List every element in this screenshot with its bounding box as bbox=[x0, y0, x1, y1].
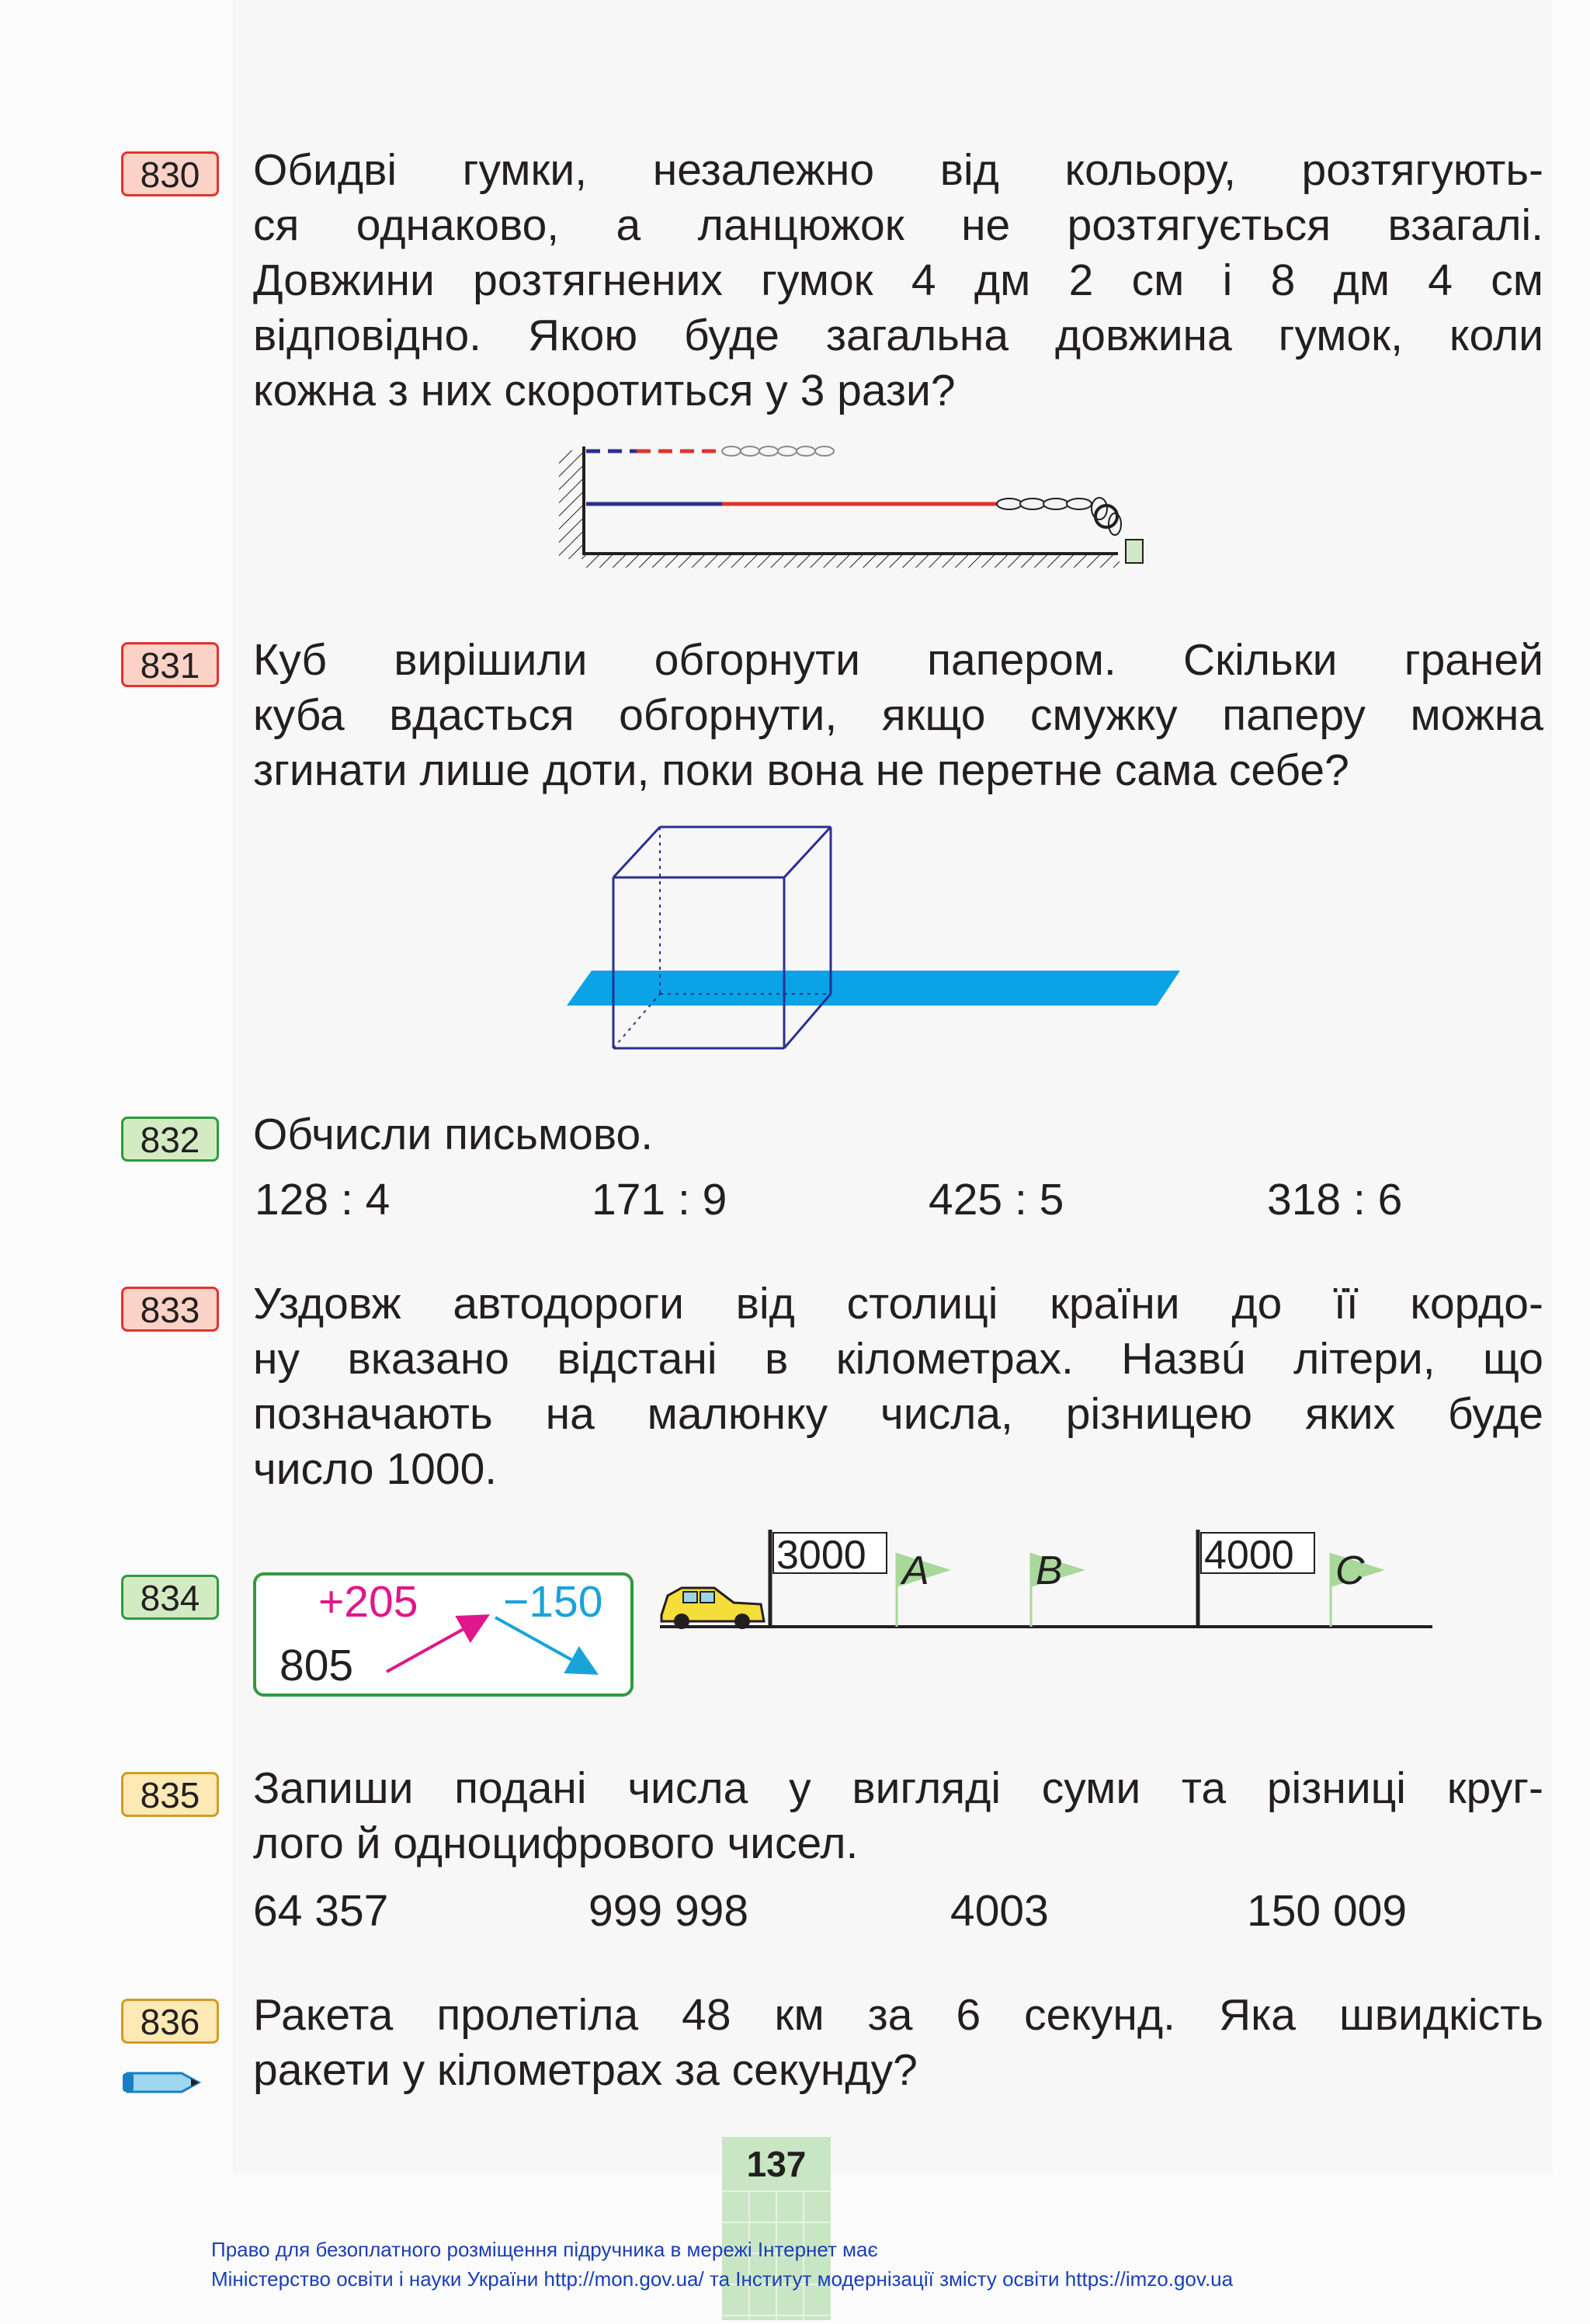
text-line: Запиши подані числа у вигляді суми та різниці круг- bbox=[253, 1763, 1543, 1813]
text-line: ну вказано відстані в кілометрах. Назвú літери, що bbox=[253, 1334, 1543, 1384]
distance-sign-label: 3000 bbox=[776, 1533, 866, 1578]
chain-dashed bbox=[722, 446, 834, 456]
distance-sign-label: 4000 bbox=[1204, 1533, 1294, 1578]
expression: 318 : 6 bbox=[1267, 1175, 1403, 1225]
number-item: 4003 bbox=[950, 1886, 1049, 1936]
text-line: куба вдасться обгорнути, якщо смужку паперу можна bbox=[253, 690, 1543, 740]
text-line: Ракета пролетіла 48 км за 6 секунд. Яка швидкість bbox=[253, 1990, 1543, 2040]
wall-hatching bbox=[559, 450, 584, 559]
svg-text:A: A bbox=[902, 1548, 929, 1593]
flag-b bbox=[1031, 1548, 1085, 1627]
expression: 171 : 9 bbox=[592, 1175, 727, 1225]
text-line: Довжини розтягнених гумок 4 дм 2 см і 8 дм 4 см bbox=[253, 255, 1543, 305]
task-text bbox=[253, 1107, 1543, 1162]
task-number-badge: 836 bbox=[121, 1999, 219, 2044]
number-item: 999 998 bbox=[588, 1886, 749, 1936]
arrow-minus bbox=[495, 1617, 593, 1672]
number-item: 150 009 bbox=[1247, 1886, 1408, 1936]
arrow-plus bbox=[387, 1617, 484, 1672]
text-line: Обидві гумки, незалежно від кольору, розтягують- bbox=[253, 145, 1543, 195]
plus-operation: +205 bbox=[318, 1577, 418, 1627]
text-line: ся однаково, а ланцюжок не розтягується взагалі. bbox=[253, 200, 1543, 250]
text-line: число 1000. bbox=[253, 1444, 498, 1494]
flag-a bbox=[897, 1548, 951, 1627]
task-text bbox=[253, 143, 1543, 419]
start-number: 805 bbox=[279, 1641, 354, 1690]
svg-text:C: C bbox=[1335, 1548, 1365, 1593]
expression: 128 : 4 bbox=[255, 1175, 391, 1225]
cube-hidden-edges bbox=[613, 827, 831, 1048]
cube-with-paper-strip bbox=[559, 819, 1196, 1056]
text-line: ракети у кілометрах за секунду? bbox=[253, 2045, 918, 2095]
text-line: Куб вирішили обгорнути папером. Скільки граней bbox=[253, 635, 1543, 685]
number-item: 64 357 bbox=[253, 1886, 389, 1936]
text-line: кожна з них скоротиться у 3 рази? bbox=[253, 366, 956, 415]
task-number-badge: 830 bbox=[121, 151, 219, 196]
svg-text:B: B bbox=[1036, 1548, 1063, 1593]
chain-arrows bbox=[253, 1572, 634, 1697]
flag-c bbox=[1331, 1548, 1385, 1627]
task-number-badge: 835 bbox=[121, 1772, 219, 1817]
text-line: лого й одноцифрового чисел. bbox=[253, 1819, 859, 1868]
task-text bbox=[253, 1988, 1543, 2098]
rubber-bands-illustration bbox=[551, 431, 1157, 575]
cube bbox=[613, 827, 831, 1048]
page-number: 137 bbox=[746, 2144, 807, 2184]
text-line: Уздовж автодороги від столиці країни до її кордо- bbox=[253, 1279, 1543, 1329]
text-line: Обчисли письмово. bbox=[253, 1110, 654, 1159]
text-line: позначають на малюнку числа, різницею яких буде bbox=[253, 1389, 1543, 1439]
road-illustration bbox=[660, 1522, 1436, 1638]
minus-operation: −150 bbox=[503, 1577, 603, 1627]
task-number-badge: 834 bbox=[121, 1575, 219, 1620]
task-text bbox=[253, 633, 1543, 798]
text-line: згинати лише доти, поки вона не перетне сама себе? bbox=[253, 745, 1349, 795]
task-text bbox=[253, 1277, 1543, 1497]
floor-hatching bbox=[584, 554, 1120, 568]
footer-line: Право для безоплатного розміщення підручника в мережі Інтернет має bbox=[211, 2238, 878, 2261]
expression: 425 : 5 bbox=[929, 1175, 1064, 1225]
footer-line: Міністерство освіти і науки України http://mon.gov.ua/ та Інститут модернізації змісту освіти https://imzo.gov.ua bbox=[211, 2267, 1234, 2291]
weight bbox=[1126, 540, 1143, 563]
task-number-badge: 832 bbox=[121, 1117, 219, 1162]
task-number-badge: 831 bbox=[121, 642, 219, 687]
chain bbox=[997, 498, 1121, 535]
task-text bbox=[253, 1761, 1543, 1871]
pencil-icon bbox=[121, 2065, 202, 2100]
paper-strip bbox=[567, 971, 1180, 1006]
text-line: відповідно. Якою буде загальна довжина гумок, коли bbox=[253, 311, 1543, 360]
task-number-badge: 833 bbox=[121, 1287, 219, 1332]
car-icon bbox=[661, 1588, 764, 1629]
